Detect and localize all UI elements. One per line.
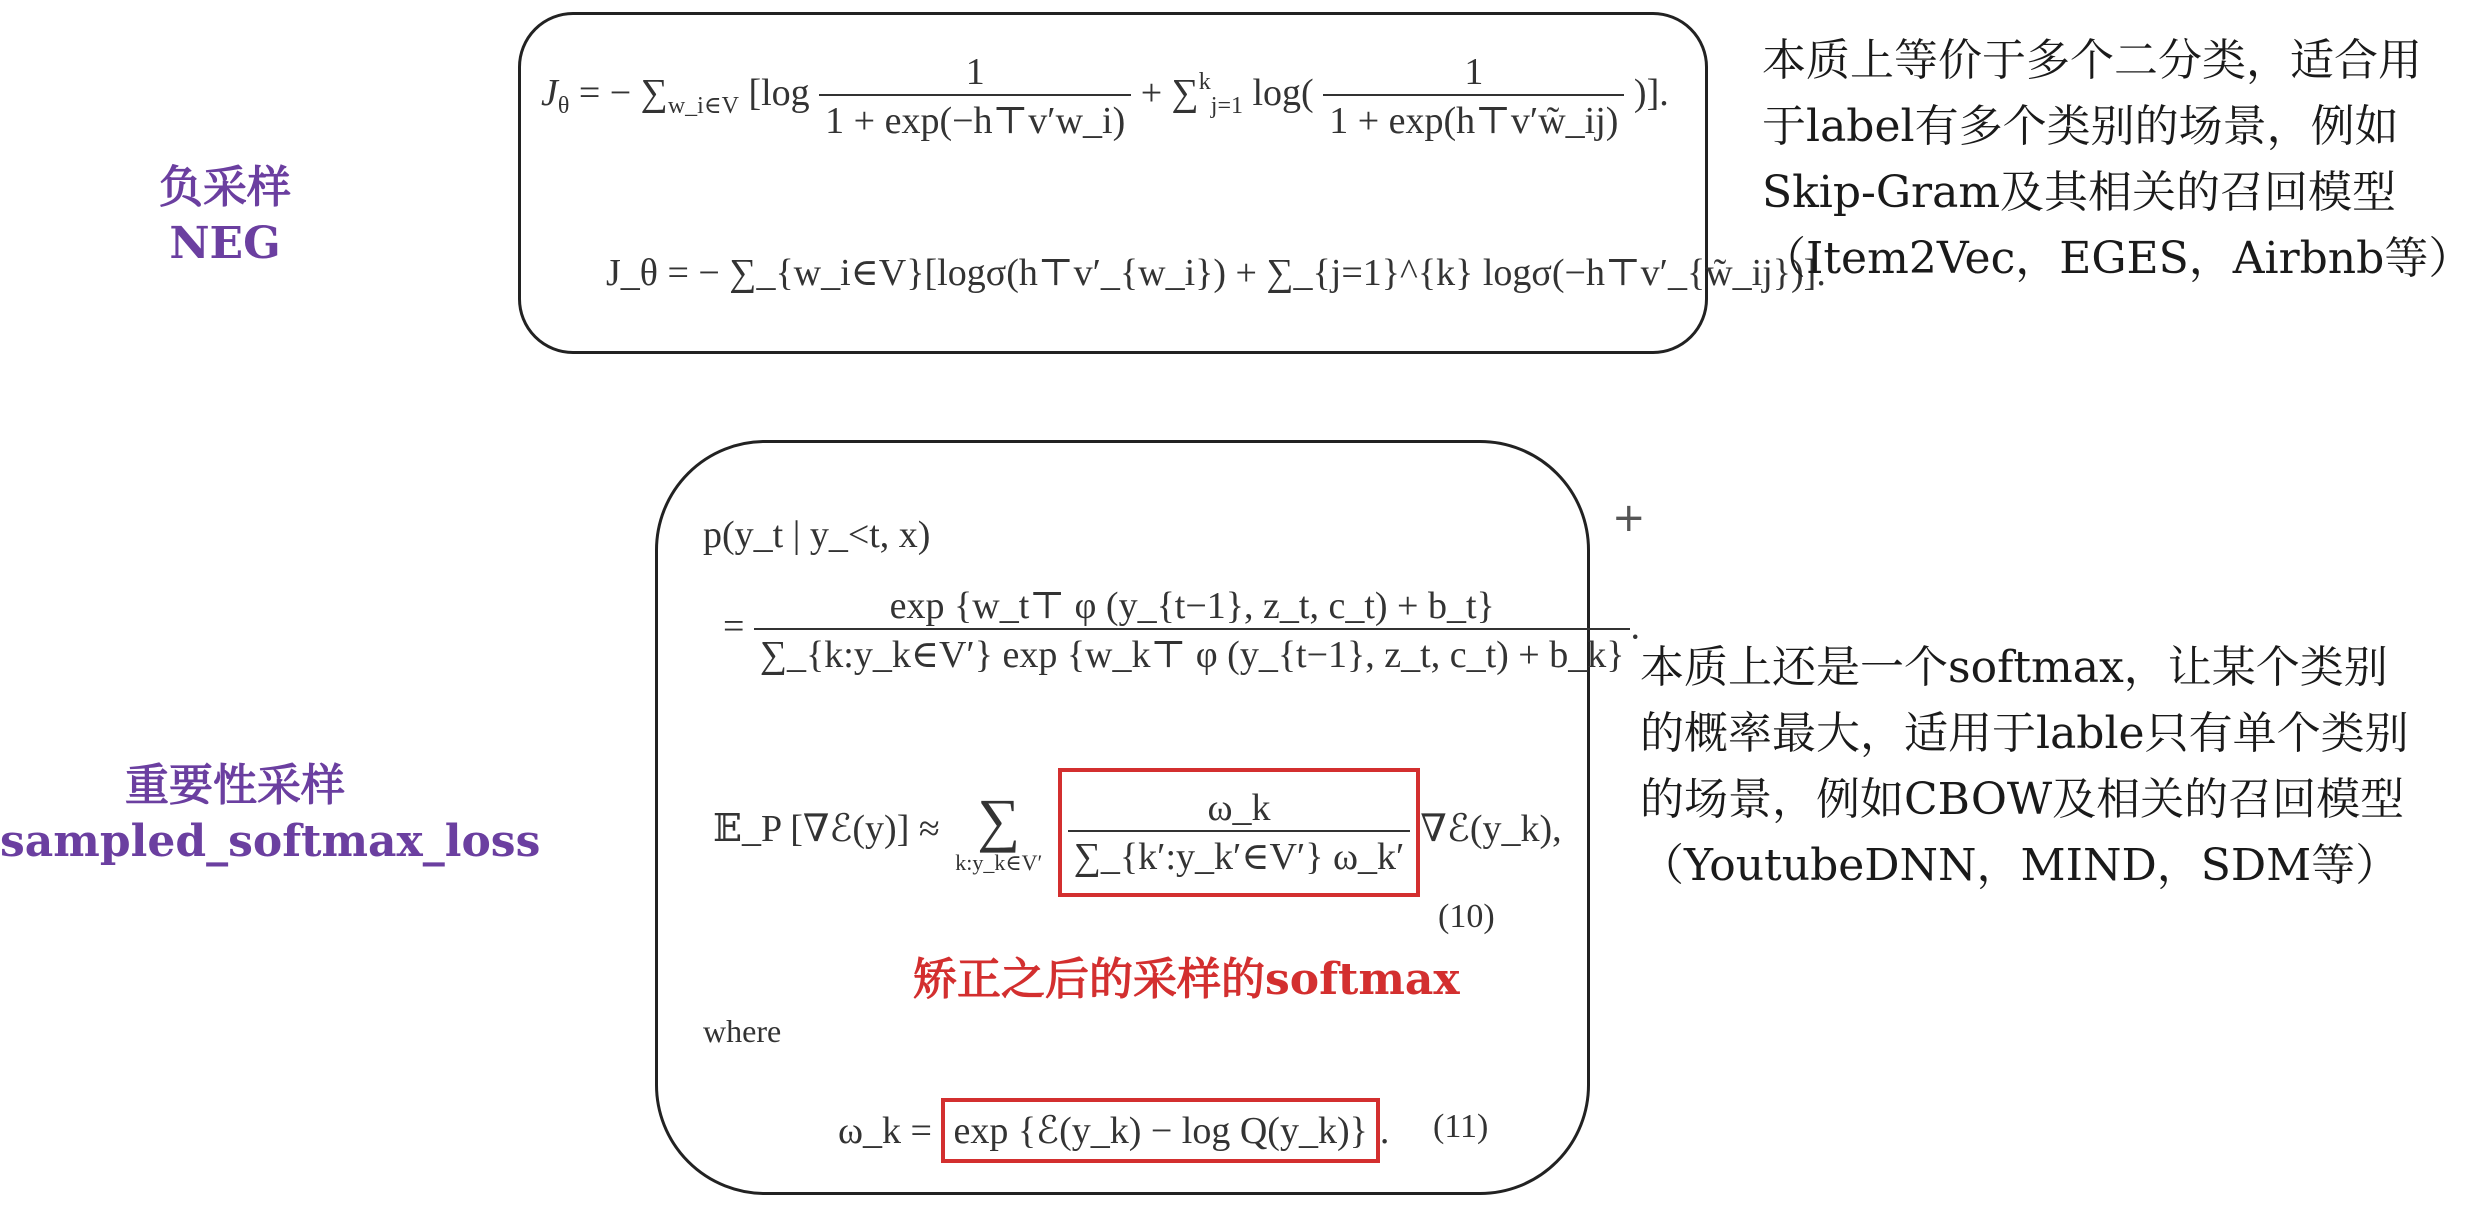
neg-description: 本质上等价于多个二分类，适合用于label有多个类别的场景，例如Skip-Gram及其相关的召回模型（Item2Vec，EGES，Airbnb等） [1762, 35, 2473, 284]
eq1-frac2-num: 1 [1464, 51, 1484, 93]
neg-label [90, 160, 360, 272]
sampled-label [0, 758, 541, 870]
eq1-sum2-sub: j=1 [1210, 93, 1243, 120]
eq10-box-num: ω_k [1207, 787, 1271, 829]
sampled-softmax-fraction [723, 583, 1640, 677]
eq1-log: [log [748, 72, 810, 115]
softmax-period: . [1630, 605, 1640, 648]
sampled-line-1: p(y_t | y_<t, x) [703, 514, 931, 556]
eq1-lhs-sub: θ [557, 93, 570, 120]
eq11-number: (11) [1433, 1108, 1489, 1145]
eq1-fraction-2 [1323, 50, 1624, 143]
softmax-num: exp {w_t⊤ φ (y_{t−1}, z_t, c_t) + b_t} [889, 585, 1495, 627]
sampled-equation-10 [713, 768, 1562, 897]
sampled-description: 本质上还是一个softmax，让某个类别的概率最大，适用于lable只有单个类别的场景，例如CBOW及相关的召回模型（YoutubeDNN，MIND，SDM等） [1640, 642, 2409, 891]
eq10-lhs: 𝔼_P [∇ℰ(y)] ≈ [713, 808, 940, 851]
eq1-fraction-1 [819, 50, 1131, 143]
eq10-highlight-box [1058, 768, 1420, 897]
eq10-rhs: ∇ℰ(y_k), [1420, 808, 1562, 851]
eq1-log2: log( [1252, 72, 1314, 115]
neg-equation-1 [541, 50, 1669, 143]
neg-title: 负采样 [159, 162, 291, 213]
neg-subtitle: NEG [169, 218, 281, 269]
eq1-sum: = − ∑ [578, 72, 668, 115]
sampled-title: 重要性采样 [125, 760, 345, 811]
neg-equation-2: J_θ = − ∑_{w_i∈V}[logσ(h⊤v′_{w_i}) + ∑_{j=1}^{k} logσ(−h⊤v′_{w̃_ij})]. [606, 252, 1826, 294]
correction-note: 矫正之后的采样的softmax [913, 954, 1460, 1005]
eq11-end: . [1379, 1110, 1390, 1152]
eq1-frac1-den: 1 + exp(−h⊤v′w_i) [819, 94, 1131, 143]
eq11-box-content: exp {ℰ(y_k) − log Q(y_k)} [953, 1110, 1368, 1152]
eq1-sum2-sup: k [1198, 69, 1211, 96]
eq11-highlight-box [941, 1098, 1379, 1163]
equals-sign: = [723, 605, 745, 648]
eq10-box-den: ∑_{k′:y_k′∈V′} ω_k′ [1068, 830, 1410, 879]
eq10-sum-symbol: ∑ [977, 786, 1021, 853]
eq1-frac2-den: 1 + exp(h⊤v′w̃_ij) [1323, 94, 1624, 143]
neg-formula-panel [518, 12, 1826, 354]
softmax-den: ∑_{k:y_k∈V′} exp {w_k⊤ φ (y_{t−1}, z_t, c_t) + b_k} [754, 628, 1631, 677]
plus-mark: + [1612, 495, 1646, 541]
eq1-close: )]. [1633, 72, 1669, 115]
eq10-weight-frac [1068, 786, 1410, 879]
softmax-frac [754, 583, 1631, 677]
sampled-formula-panel [655, 440, 1640, 1195]
eq1-frac1-num: 1 [965, 51, 985, 93]
where-label: where [703, 1013, 782, 1049]
eq10-number: (10) [1438, 898, 1495, 935]
eq1-lhs: J [541, 72, 558, 115]
sampled-subtitle: sampled_softmax_loss [0, 816, 541, 867]
eq1-sum-sub: w_i∈V [667, 93, 739, 120]
eq10-sum-sub: k:y_k∈V′ [955, 849, 1043, 875]
eq1-plus-sum: + ∑ [1140, 72, 1199, 115]
sampled-equation-11 [838, 1098, 1389, 1163]
eq10-sum [955, 786, 1043, 876]
eq11-lhs: ω_k = [838, 1110, 932, 1152]
